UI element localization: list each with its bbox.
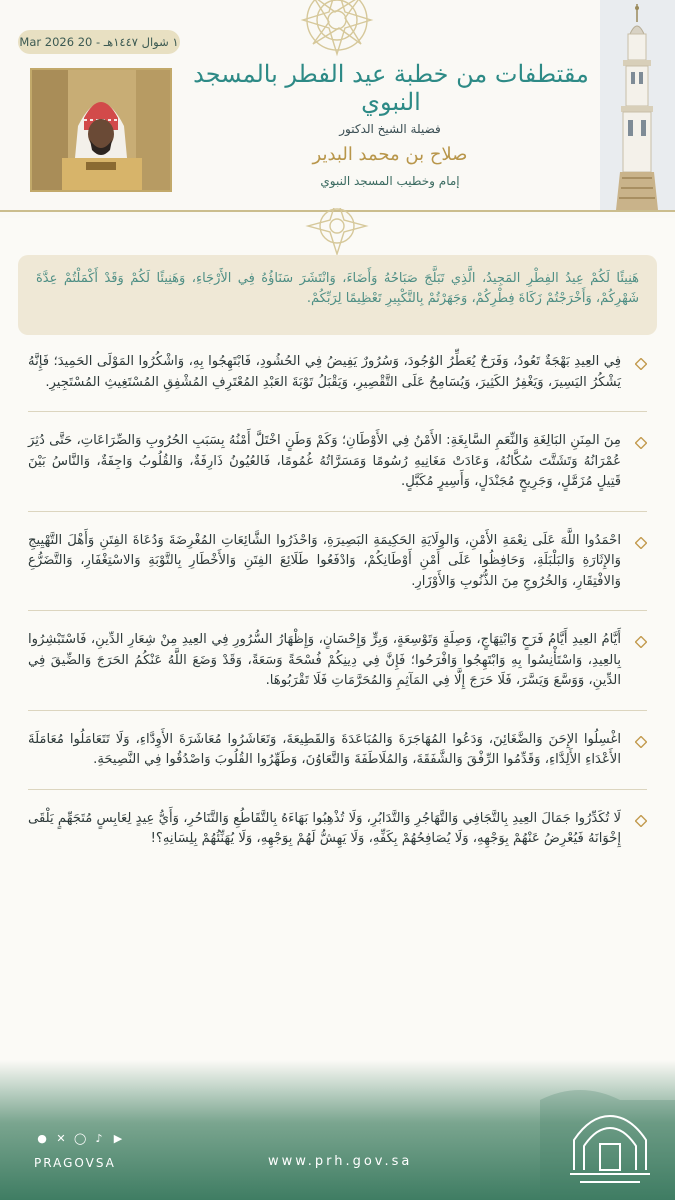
- haramain-logo: [560, 1100, 660, 1190]
- speaker-photo: [30, 68, 172, 192]
- excerpt-text: فِي العِيدِ بَهْجَةٌ تَعُودُ، وَفَرَحٌ يُعَطِّرُ الوُجُودَ، وَسُرُورٌ يَفِيضُ فِي الحُشُودِ، فَابْتَهِجُوا بِهِ، وَاشْكُرُوا المَوْلَى الحَمِيدَ؛ فَإِنَّهُ يَشْكُرُ اليَسِيرَ، وَيَغْفِرُ الكَثِيرَ، وَيُسَامِحُ عَلَى التَّقْصِيرِ، وَيَقْبَلُ تَوْبَةَ العَبْدِ المُعْتَرِفِ المُشْفِقِ المُسْتَغِيثِ المُسْتَجِيرِ.: [28, 354, 621, 390]
- brand-handle: PRAGOVSA: [34, 1156, 116, 1170]
- excerpt-text: اغْسِلُوا الإِحَنَ وَالضَّغَائِنَ، وَدَعُوا المُهَاجَرَةَ وَالمُبَاعَدَةَ وَالقَطِيعَةَ، وَتَعَاشَرُوا مُعَاشَرَةَ الأَوِدَّاءِ، وَلَا تَتَعَامَلُوا مُعَامَلَةَ الأَعْدَاءِ الأَلِدَّاءِ، وَقَدِّمُوا الرِّفْقَ وَالشَّفَقَةَ، وَالمُلَاطَفَةَ وَالتَّعَاوُنَ، وَطَهِّرُوا القُلُوبَ وَاصْدُقُوا فِي النَّصِيحَةِ.: [28, 731, 621, 767]
- excerpt-paragraph: [28, 809, 647, 850]
- speaker-portrait-image: [32, 70, 170, 190]
- diamond-bullet-icon: [635, 815, 647, 827]
- date-badge: ١ شوال ١٤٤٧هـ - 20 Mar 2026: [18, 30, 180, 54]
- intro-box: هَنِيئًا لَكُمْ عِيدُ الفِطْرِ المَجِيدُ، الَّذِي تَبَلَّجَ صَبَاحُهُ وَأَضَاءَ، وَانْتَشَرَ سَنَاؤُهُ فِي الأَرْجَاءِ، وَهَنِيئًا لَكُمْ وَقَدْ أَكْمَلْتُمْ عِدَّةَ شَهْرِكُمْ، وَأَخْرَجْتُمْ زَكَاةَ فِطْرِكُمْ، وَجَهَرْتُمْ بِالتَّكْبِيرِ تَعْظِيمًا لِرَبِّكُمْ.: [18, 255, 657, 335]
- excerpt-paragraph: [28, 352, 647, 393]
- ornament-rosette-top: [299, 0, 375, 58]
- header-band: [0, 0, 675, 218]
- snapchat-icon[interactable]: ●: [37, 1132, 47, 1145]
- speaker-role: إمام وخطيب المسجد النبوي: [320, 174, 460, 188]
- paragraph-divider: [28, 610, 647, 611]
- ornament-rosette-bottom: [302, 208, 372, 262]
- paragraph-divider: [28, 789, 647, 790]
- diamond-bullet-icon: [635, 537, 647, 549]
- paragraph-divider: [28, 710, 647, 711]
- excerpt-paragraph: [28, 531, 647, 593]
- excerpt-text: احْمَدُوا اللَّهَ عَلَى نِعْمَةِ الأَمْنِ، وَالوِلَايَةِ الحَكِيمَةِ البَصِيرَةِ، وَاحْذَرُوا الشَّائِعَاتِ المُغْرِضَةَ وَدُعَاةَ الفِتَنِ وَأَهْلَ التَّهْيِيجِ وَالإِثَارَةِ وَالبَلْبَلَةِ، وَحَافِظُوا عَلَى أَمْنِ أَوْطَانِكُمْ، وَادْفَعُوا طَلَائِعَ الفِتَنِ وَالأَخْطَارِ بِالتَّوْبَةِ وَالاسْتِغْفَارِ، وَالتَّضَرُّعِ وَالافْتِقَارِ، وَالخُرُوجِ مِنَ الذُّنُوبِ وَالأَوْزَارِ.: [28, 532, 621, 589]
- speaker-honorific: فضيلة الشيخ الدكتور: [339, 122, 441, 136]
- youtube-icon[interactable]: ▶: [113, 1132, 123, 1145]
- sermon-excerpts: [28, 352, 647, 850]
- social-links: [36, 1133, 124, 1145]
- diamond-bullet-icon: [635, 636, 647, 648]
- x-icon[interactable]: ✕: [56, 1132, 66, 1145]
- tiktok-icon[interactable]: ♪: [95, 1132, 103, 1145]
- speaker-name: صلاح بن محمد البدير: [312, 144, 468, 165]
- excerpt-paragraph: [28, 730, 647, 771]
- instagram-icon[interactable]: ◯: [74, 1132, 87, 1145]
- diamond-bullet-icon: [635, 736, 647, 748]
- excerpt-text: مِنَ المِنَنِ البَالِغَةِ وَالنِّعَمِ السَّابِغَةِ: الأَمْنُ فِي الأَوْطَانِ؛ وَكَمْ وَطَنٍ اخْتَلَّ أَمْنُهُ بِسَبَبِ الحُرُوبِ وَالصِّرَاعَاتِ، حَتَّى دُثِرَ عُمْرَانُهُ وَتَشَتَّتَ سُكَّانُهُ، وَعَادَتْ مَغَانِيهِ رُسُومًا وَمَسَرَّاتُهُ غُمُومًا، فَالعُيُونُ ذَارِفَةٌ، وَالقُلُوبُ وَاجِفَةٌ، وَالنَّاسُ بَيْنَ قَتِيلٍ مُزَمَّلٍ، وَجَرِيحٍ مُجَنْدَلٍ، وَأَسِيرٍ مُكَبَّلٍ.: [28, 433, 621, 489]
- page-title: مقتطفات من خطبة عيد الفطر بالمسجد النبوي: [193, 60, 589, 116]
- website-link[interactable]: www.prh.gov.sa: [268, 1154, 413, 1169]
- excerpt-text: لَا تُكَدِّرُوا جَمَالَ العِيدِ بِالتَّجَافِي وَالتَّهَاجُرِ وَالتَّدَابُرِ، وَلَا تُذْهِبُوا بَهَاءَهُ بِالتَّقَاطُعِ وَالتَّنَاحُرِ، وَأَيُّ عِيدٍ لِعَابِسٍ مُتَجَهِّمٍ يَلْقَى إِخْوَانَهُ فَيُعْرِضُ عَنْهُمْ بِوَجْهِهِ، وَلَا يُصَافِحُهُمْ بِكَفِّهِ، وَلَا يَهِشُّ لَهُمْ بِوَجْهِهِ، وَلَا يُهَنِّئُهُمْ بِلِسَانِهِ؟!: [28, 810, 621, 846]
- excerpt-paragraph: [28, 431, 647, 493]
- excerpt-paragraph: [28, 630, 647, 692]
- excerpt-text: أَيَّامُ العِيدِ أَيَّامُ فَرَحٍ وَابْتِهَاجٍ، وَصِلَةٍ وَتَوْسِعَةٍ، وَبِرٍّ وَإِحْسَانٍ، وَإِظْهَارُ السُّرُورِ فِي العِيدِ مِنْ شِعَارِ الدِّينِ، فَاسْتَبْشِرُوا بِالعِيدِ، وَاسْتَأْنِسُوا بِهِ وَابْتَهِجُوا وَافْرَحُوا؛ فَإِنَّ فِي دِينِكُمْ فُسْحَةً وَسَعَةً، وَقَدْ وَضَعَ اللَّهُ عَنْكُمُ الحَرَجَ وَالضِّيقَ فِي الدِّينِ، وَوَسَّعَ وَيَسَّرَ، فَلَا حَرَجَ إِلَّا فِي المَآثِمِ وَالمُحَرَّمَاتِ فَلَا تَقْرَبُوهَا.: [28, 632, 621, 688]
- diamond-bullet-icon: [635, 437, 647, 449]
- diamond-bullet-icon: [635, 358, 647, 370]
- paragraph-divider: [28, 411, 647, 412]
- minaret-illustration: [600, 0, 675, 210]
- paragraph-divider: [28, 511, 647, 512]
